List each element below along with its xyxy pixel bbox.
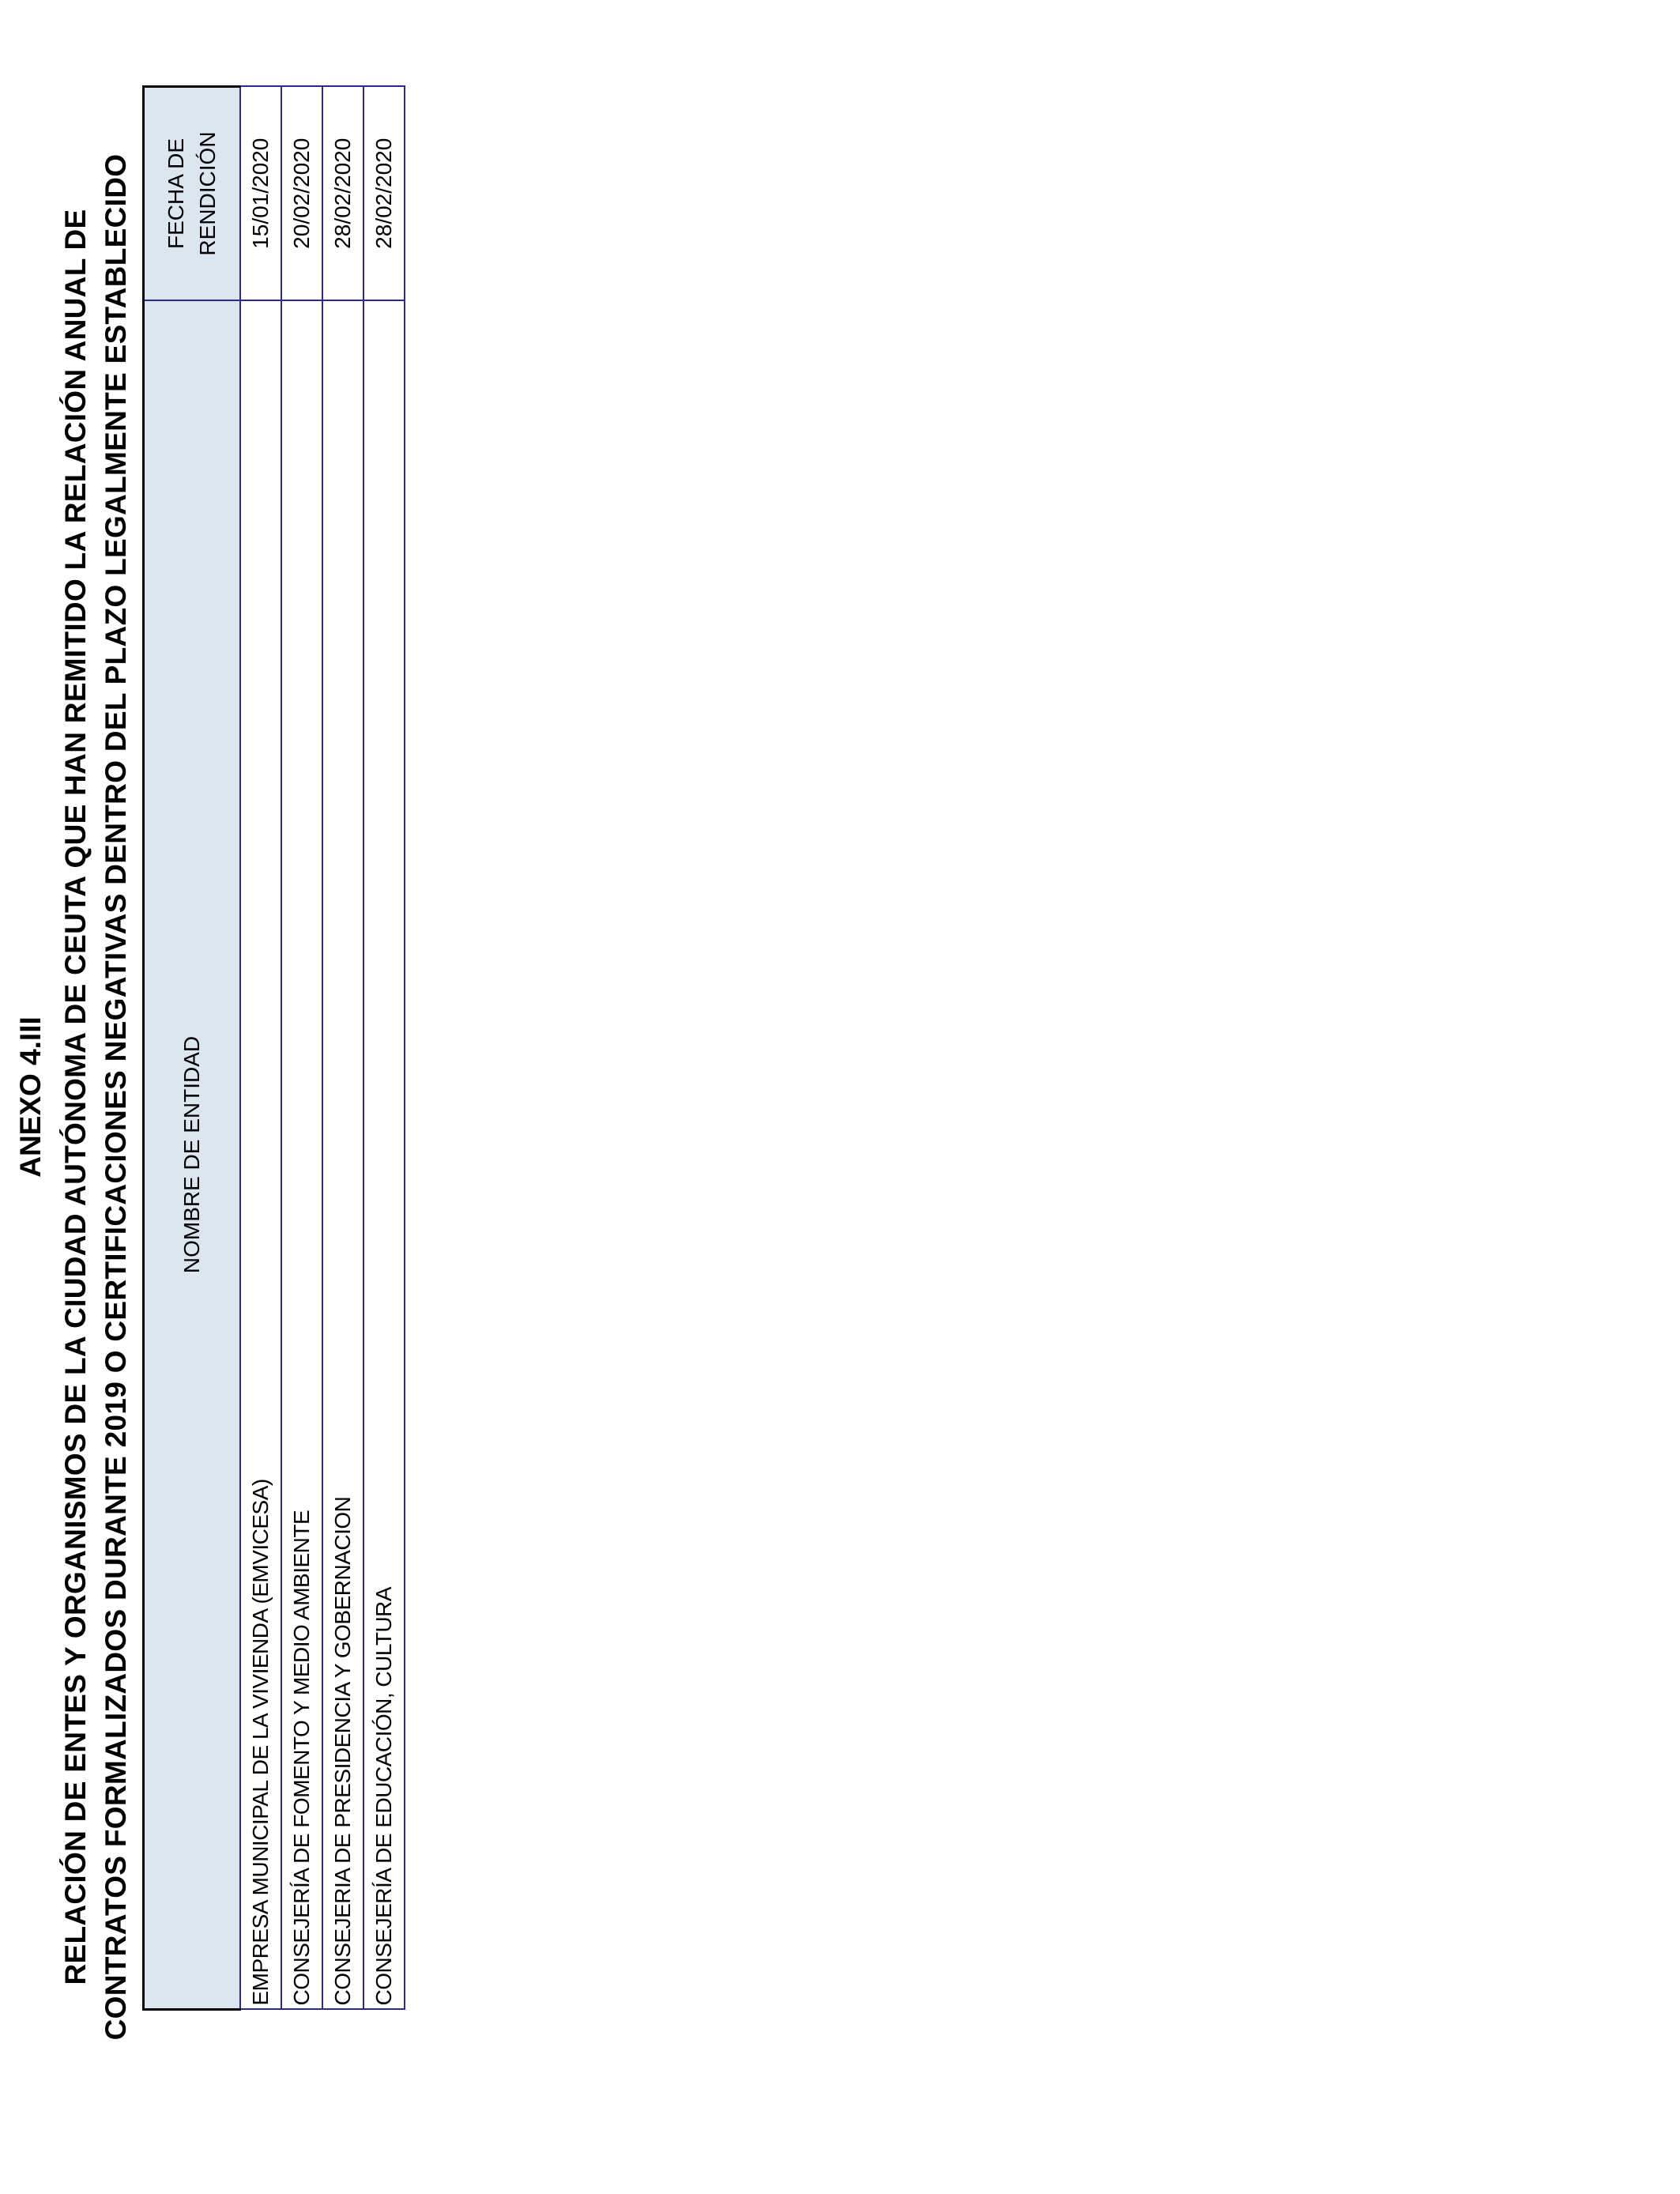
- header-date-line-1: FECHA DE: [164, 138, 188, 250]
- submission-date: 28/02/2020: [322, 87, 363, 301]
- title-line-2: CONTRATOS FORMALIZADOS DURANTE 2019 O CERTIFICACIONES NEGATIVAS DENTRO DEL PLAZO LEGALMENTE ESTABLECIDO: [100, 153, 132, 2041]
- submission-date: 15/01/2020: [240, 87, 281, 301]
- table-row: [281, 87, 322, 2010]
- entity-name: CONSEJERÍA DE EDUCACIÓN, CULTURA: [363, 300, 405, 2010]
- submission-date: 28/02/2020: [363, 87, 405, 301]
- header-date-line-2: RENDICIÓN: [195, 131, 220, 256]
- table-row: [322, 87, 363, 2010]
- header-submission-date: [144, 87, 241, 301]
- main-title: [55, 63, 136, 2131]
- table-header-row: [144, 87, 241, 2010]
- table-row: [240, 87, 281, 2010]
- entity-name: CONSEJERÍA DE FOMENTO Y MEDIO AMBIENTE: [281, 300, 322, 2010]
- entities-table: [142, 85, 405, 2011]
- entity-name: EMPRESA MUNICIPAL DE LA VIVIENDA (EMVICESA): [240, 300, 281, 2010]
- entity-name: CONSEJERIA DE PRESIDENCIA Y GOBERNACION: [322, 300, 363, 2010]
- table-row: [363, 87, 405, 2010]
- rotated-page-content: [0, 0, 443, 2194]
- submission-date: 20/02/2020: [281, 87, 322, 301]
- entities-table-wrapper: [142, 85, 405, 2011]
- header-entity-name: NOMBRE DE ENTIDAD: [144, 300, 241, 2010]
- annex-title: ANEXO 4.III: [14, 1016, 47, 1178]
- title-line-1: RELACIÓN DE ENTES Y ORGANISMOS DE LA CIUDAD AUTÓNOMA DE CEUTA QUE HAN REMITIDO LA RELACIÓN ANUAL DE: [59, 209, 92, 1985]
